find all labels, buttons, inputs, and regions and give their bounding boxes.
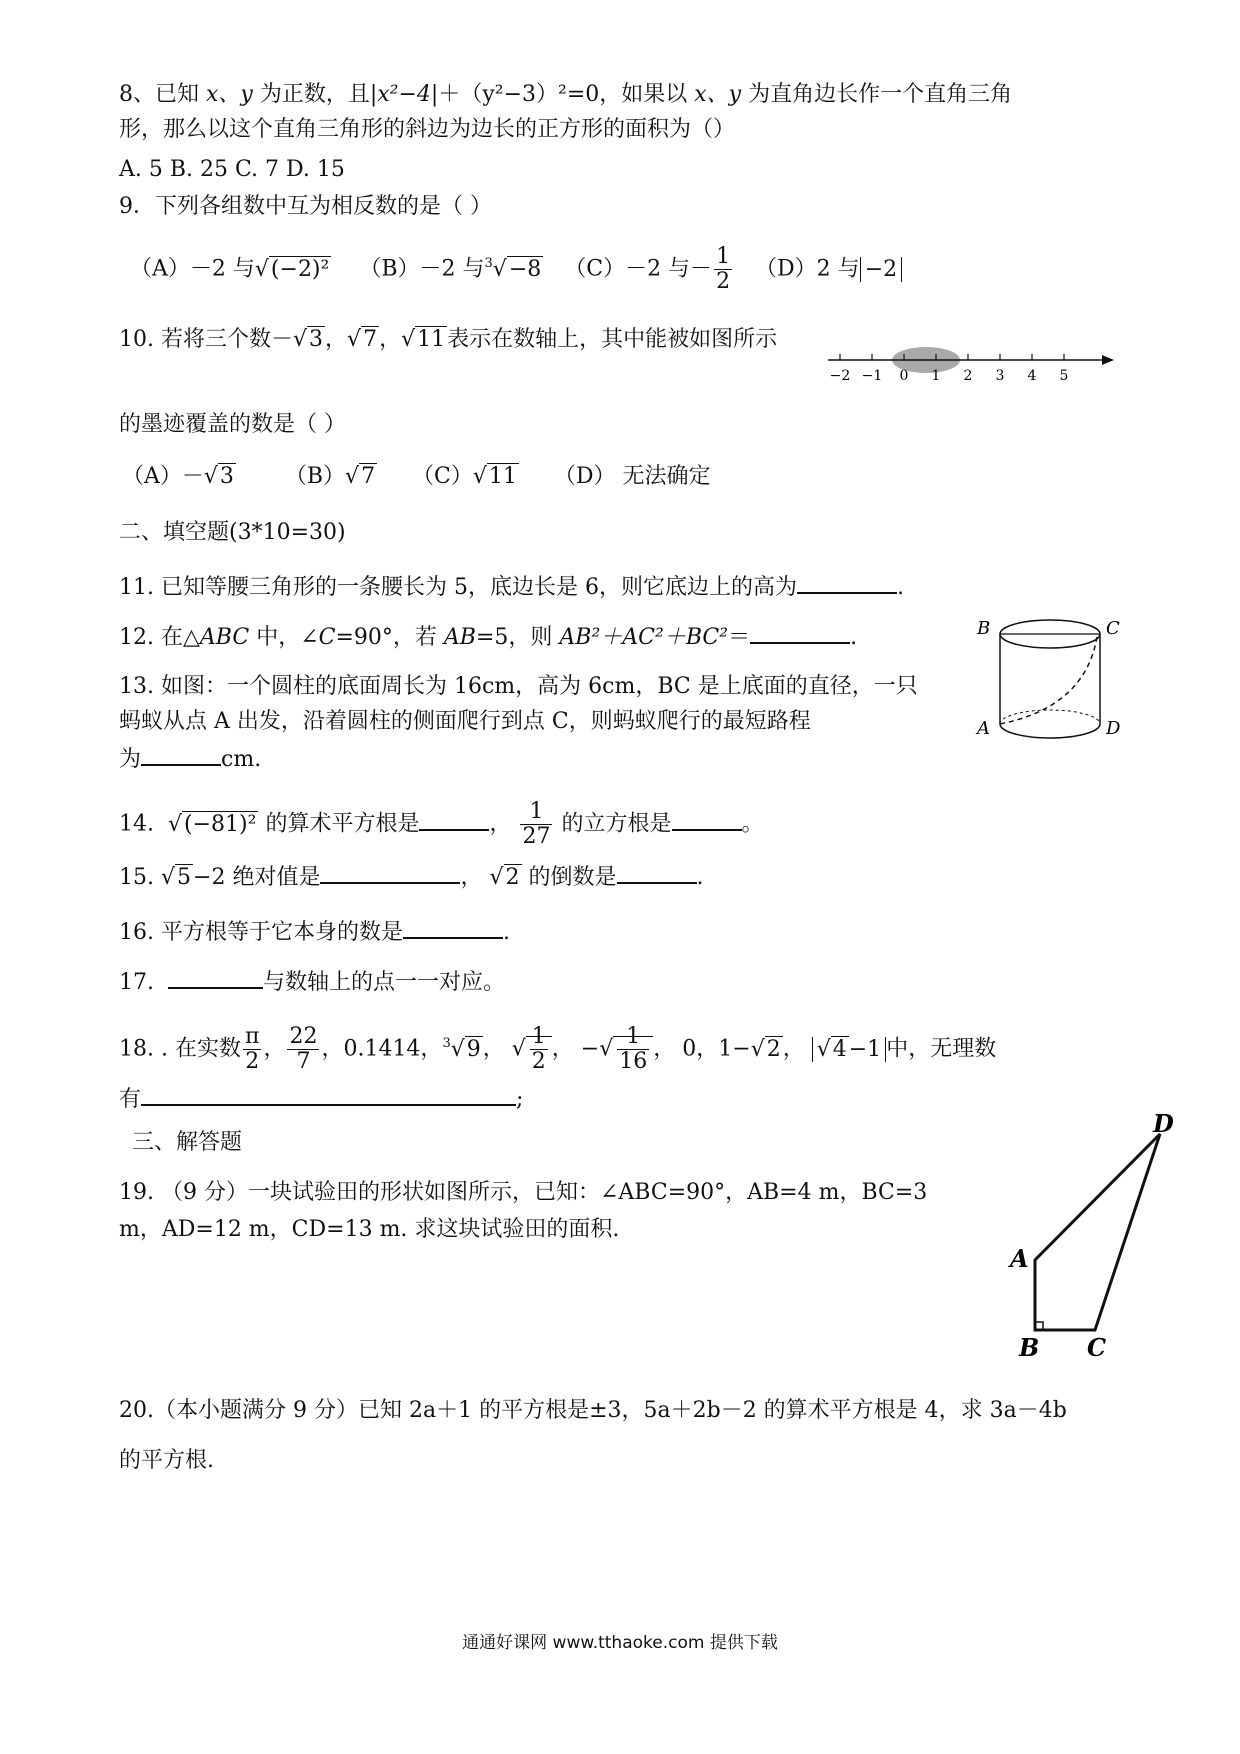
text: 有 xyxy=(119,1087,142,1112)
denominator: 7 xyxy=(296,1049,311,1074)
text: 0，1− xyxy=(682,1036,751,1062)
radicand: 3 xyxy=(219,464,234,489)
tick-label: 3 xyxy=(995,368,1005,384)
text: 的算术平方根是 xyxy=(265,811,420,837)
text: 为 xyxy=(119,747,142,772)
label-a: A xyxy=(977,718,990,739)
answer-blank[interactable] xyxy=(797,570,897,594)
fraction xyxy=(714,245,732,294)
text: 12. 在△ xyxy=(119,625,200,650)
text: 中，∠ xyxy=(249,625,319,650)
text: ， xyxy=(325,327,348,352)
answer-blank[interactable] xyxy=(168,965,263,989)
expr: AB²＋AC²＋BC² xyxy=(559,625,729,650)
denominator: 16 xyxy=(619,1049,648,1074)
radicand: 2 xyxy=(766,1036,781,1062)
label-c: C xyxy=(1106,618,1120,639)
text: ， xyxy=(379,327,402,352)
q17 xyxy=(119,965,505,998)
numerator: 1 xyxy=(716,244,731,269)
tick-label: −1 xyxy=(861,368,883,384)
q13-line2: 蚂蚁从点 A 出发，沿着圆柱的侧面爬行到点 C，则蚂蚁爬行的最短路程 xyxy=(119,709,811,734)
root-index: 3 xyxy=(484,256,493,272)
numerator: 22 xyxy=(289,1024,318,1049)
q16 xyxy=(119,915,510,948)
label-c: C xyxy=(1087,1333,1107,1362)
q13-line1: 13. 如图：一个圆柱的底面周长为 16cm，高为 6cm，BC 是上底面的直径，一只 xyxy=(119,674,918,699)
fraction xyxy=(520,800,552,849)
label-d: D xyxy=(1106,718,1121,739)
text: 8、已知 xyxy=(119,82,206,107)
denominator: 2 xyxy=(531,1049,546,1074)
abs-expr: −2 xyxy=(860,257,902,282)
text: ; xyxy=(516,1087,524,1112)
q10-option-d: （D） 无法确定 xyxy=(553,464,711,489)
q15 xyxy=(119,860,704,893)
text: ＝ xyxy=(728,625,751,650)
text: ， xyxy=(460,865,483,890)
radicand: 7 xyxy=(363,327,378,352)
var: ABC xyxy=(199,625,250,650)
answer-blank[interactable] xyxy=(403,915,503,939)
q10-line2: 的墨迹覆盖的数是（ ） xyxy=(119,412,346,437)
radicand: 4 xyxy=(832,1036,847,1062)
radicand: 2 xyxy=(505,865,520,890)
text: 18. . 在实数 xyxy=(119,1036,241,1062)
section-2-heading: 二、填空题(3*10=30) xyxy=(119,520,346,545)
q19-line2: m，AD=12 m，CD=13 m. 求这块试验田的面积. xyxy=(119,1217,620,1242)
section-3-heading: 三、解答题 xyxy=(132,1130,243,1155)
q13-line3 xyxy=(119,742,261,775)
label-d: D xyxy=(1153,1112,1174,1138)
sqrt-expr: √2 xyxy=(489,865,520,890)
var: AB xyxy=(443,625,476,650)
text: ＋（y²−3）²=0，如果以 xyxy=(438,82,688,107)
denominator: 2 xyxy=(245,1049,260,1074)
radicand: 5 xyxy=(177,865,192,890)
axis-arrow xyxy=(1102,355,1114,365)
sqrt-expr: √3 xyxy=(203,464,234,489)
var: x、y xyxy=(206,82,253,107)
numerator: 1 xyxy=(520,800,552,825)
q19-line1: 19. （9 分）一块试验田的形状如图所示，已知：∠ABC=90°，AB=4 m，BC=3 xyxy=(119,1180,928,1205)
footer: 通通好课网 www.tthaoke.com 提供下载 xyxy=(462,1633,778,1653)
q11 xyxy=(119,570,904,603)
text: 的立方根是 xyxy=(561,811,672,837)
q8-line1 xyxy=(119,80,1012,110)
q10-line1 xyxy=(119,325,777,355)
text: −1 xyxy=(848,1036,882,1062)
sqrt-expr: √2 xyxy=(750,1036,781,1062)
var: x、y xyxy=(687,82,749,107)
sqrt-expr: √11 xyxy=(472,464,517,489)
text: cm. xyxy=(221,747,262,772)
radicand: 9 xyxy=(466,1036,481,1062)
tick-label: 4 xyxy=(1027,368,1037,384)
cylinder-bottom-back xyxy=(1000,710,1100,724)
numerator: 1 xyxy=(617,1025,649,1050)
q9-options xyxy=(130,245,902,294)
q14 xyxy=(119,800,764,849)
text: . xyxy=(896,575,904,600)
answer-blank[interactable] xyxy=(320,860,460,884)
text: 17. xyxy=(119,970,154,995)
text: 14. xyxy=(119,811,154,837)
q10-option-b: （B） xyxy=(284,464,346,489)
sqrt-fraction: √ $\frac{1}{16}$ xyxy=(599,1025,653,1074)
radicand: (−2)² xyxy=(270,256,330,282)
cbrt-expr: √9 xyxy=(450,1036,481,1062)
radicand: 3 xyxy=(309,327,324,352)
q9-option-b-label: （B）－2 与 xyxy=(359,256,485,282)
q20-line2: 的平方根. xyxy=(119,1448,214,1473)
radicand: (−81)² xyxy=(184,811,257,837)
answer-blank[interactable] xyxy=(141,742,221,766)
tick-label: 1 xyxy=(931,368,941,384)
text: 与数轴上的点一一对应。 xyxy=(263,970,506,995)
answer-blank[interactable] xyxy=(419,807,489,831)
text: =5，则 xyxy=(475,625,560,650)
tick-label: 0 xyxy=(899,368,909,384)
q8-line2: 形，那么以这个直角三角形的斜边为边长的正方形的面积为（） xyxy=(119,117,736,142)
text: ，0.1414， xyxy=(321,1036,443,1062)
answer-blank[interactable] xyxy=(141,1082,516,1106)
q18-line1: 18. . 在实数 $\frac{\pi}{2}$ ， $\frac{22}{7}$ ，0.1414，$^3$√9， √ $\frac{1}{2}$ ， −√ $\frac{1}{16}$ ， 0，1−√2， √4−1 中，无理数 xyxy=(119,1024,997,1074)
root-index: 3 xyxy=(442,1036,451,1052)
q9-option-c-label: （C）－2 与－ xyxy=(564,256,713,282)
q10-option-c: （C） xyxy=(412,464,473,489)
q9-stem: 9．下列各组数中互为相反数的是（ ） xyxy=(119,194,492,219)
cylinder-bottom-front xyxy=(1000,724,1100,738)
text: 为直角边长作一个直角三角 xyxy=(748,82,1013,107)
text: 中，无理数 xyxy=(886,1036,997,1062)
ant-path xyxy=(1000,637,1097,724)
text: 10. 若将三个数－ xyxy=(119,327,293,352)
denominator: 27 xyxy=(522,824,551,849)
number-line-figure xyxy=(828,338,1118,388)
text: 。 xyxy=(741,811,764,837)
label-b: B xyxy=(977,618,991,639)
denominator: 2 xyxy=(716,269,731,294)
cbrt-expr: √−8 xyxy=(492,256,542,282)
text: . xyxy=(850,625,858,650)
text: 的倒数是 xyxy=(528,865,617,890)
q10-option-a: （A）－ xyxy=(122,464,204,489)
abs-expr: √4−1 xyxy=(812,1037,886,1062)
label-b: B xyxy=(1019,1333,1040,1362)
sqrt-expr: √5 xyxy=(161,865,192,890)
q9-option-a-label: （A）－2 与 xyxy=(130,256,255,282)
q10-options xyxy=(122,462,711,492)
tick-label: 2 xyxy=(963,368,973,384)
field-figure xyxy=(1005,1112,1205,1362)
text: . xyxy=(502,920,510,945)
text: 表示在数轴上，其中能被如图所示 xyxy=(447,327,778,352)
sqrt-expr: √(−81)² xyxy=(168,811,257,837)
q8-options: A. 5 B. 25 C. 7 D. 15 xyxy=(119,157,345,182)
radicand: 11 xyxy=(417,327,446,352)
var: C xyxy=(318,625,336,650)
text: −2 绝对值是 xyxy=(193,865,321,890)
numerator: π xyxy=(244,1024,260,1049)
q20-line1: 20.（本小题满分 9 分）已知 2a＋1 的平方根是±3，5a＋2b－2 的算术平方根是 4，求 3a－4b xyxy=(119,1398,1067,1423)
sqrt-expr: √7 xyxy=(345,464,376,489)
text: 11. 已知等腰三角形的一条腰长为 5，底边长是 6，则它底边上的高为 xyxy=(119,575,797,600)
fraction xyxy=(243,1025,261,1074)
sqrt-expr: √(−2)² xyxy=(254,256,330,282)
text: =90°，若 xyxy=(335,625,444,650)
sqrt-fraction: √ $\frac{1}{2}$ xyxy=(512,1025,552,1074)
radicand: 7 xyxy=(361,464,376,489)
tick-label: −2 xyxy=(829,368,851,384)
radicand: −8 xyxy=(508,256,542,282)
numerator: 1 xyxy=(531,1024,546,1049)
answer-blank[interactable] xyxy=(617,860,697,884)
text: 15. xyxy=(119,865,154,890)
text: . xyxy=(696,865,704,890)
fraction xyxy=(287,1025,319,1074)
text: 16. 平方根等于它本身的数是 xyxy=(119,920,403,945)
answer-blank[interactable] xyxy=(672,807,742,831)
sqrt-expr: √7 xyxy=(347,327,378,352)
tick-label: 5 xyxy=(1059,368,1069,384)
sqrt-expr: √11 xyxy=(401,327,446,352)
q18-line2 xyxy=(119,1082,523,1115)
q12 xyxy=(119,620,857,653)
abs-expr: |x²−4| xyxy=(369,82,439,107)
quadrilateral-abcd xyxy=(1035,1134,1160,1330)
q9-option-d-label: （D）2 与 xyxy=(755,256,860,282)
radicand: 11 xyxy=(488,464,517,489)
sqrt-expr: √3 xyxy=(292,327,324,352)
label-a: A xyxy=(1010,1244,1029,1273)
cylinder-figure xyxy=(975,612,1125,752)
text: ， xyxy=(489,811,512,837)
answer-blank[interactable] xyxy=(750,620,850,644)
text: 为正数，且 xyxy=(252,82,370,107)
